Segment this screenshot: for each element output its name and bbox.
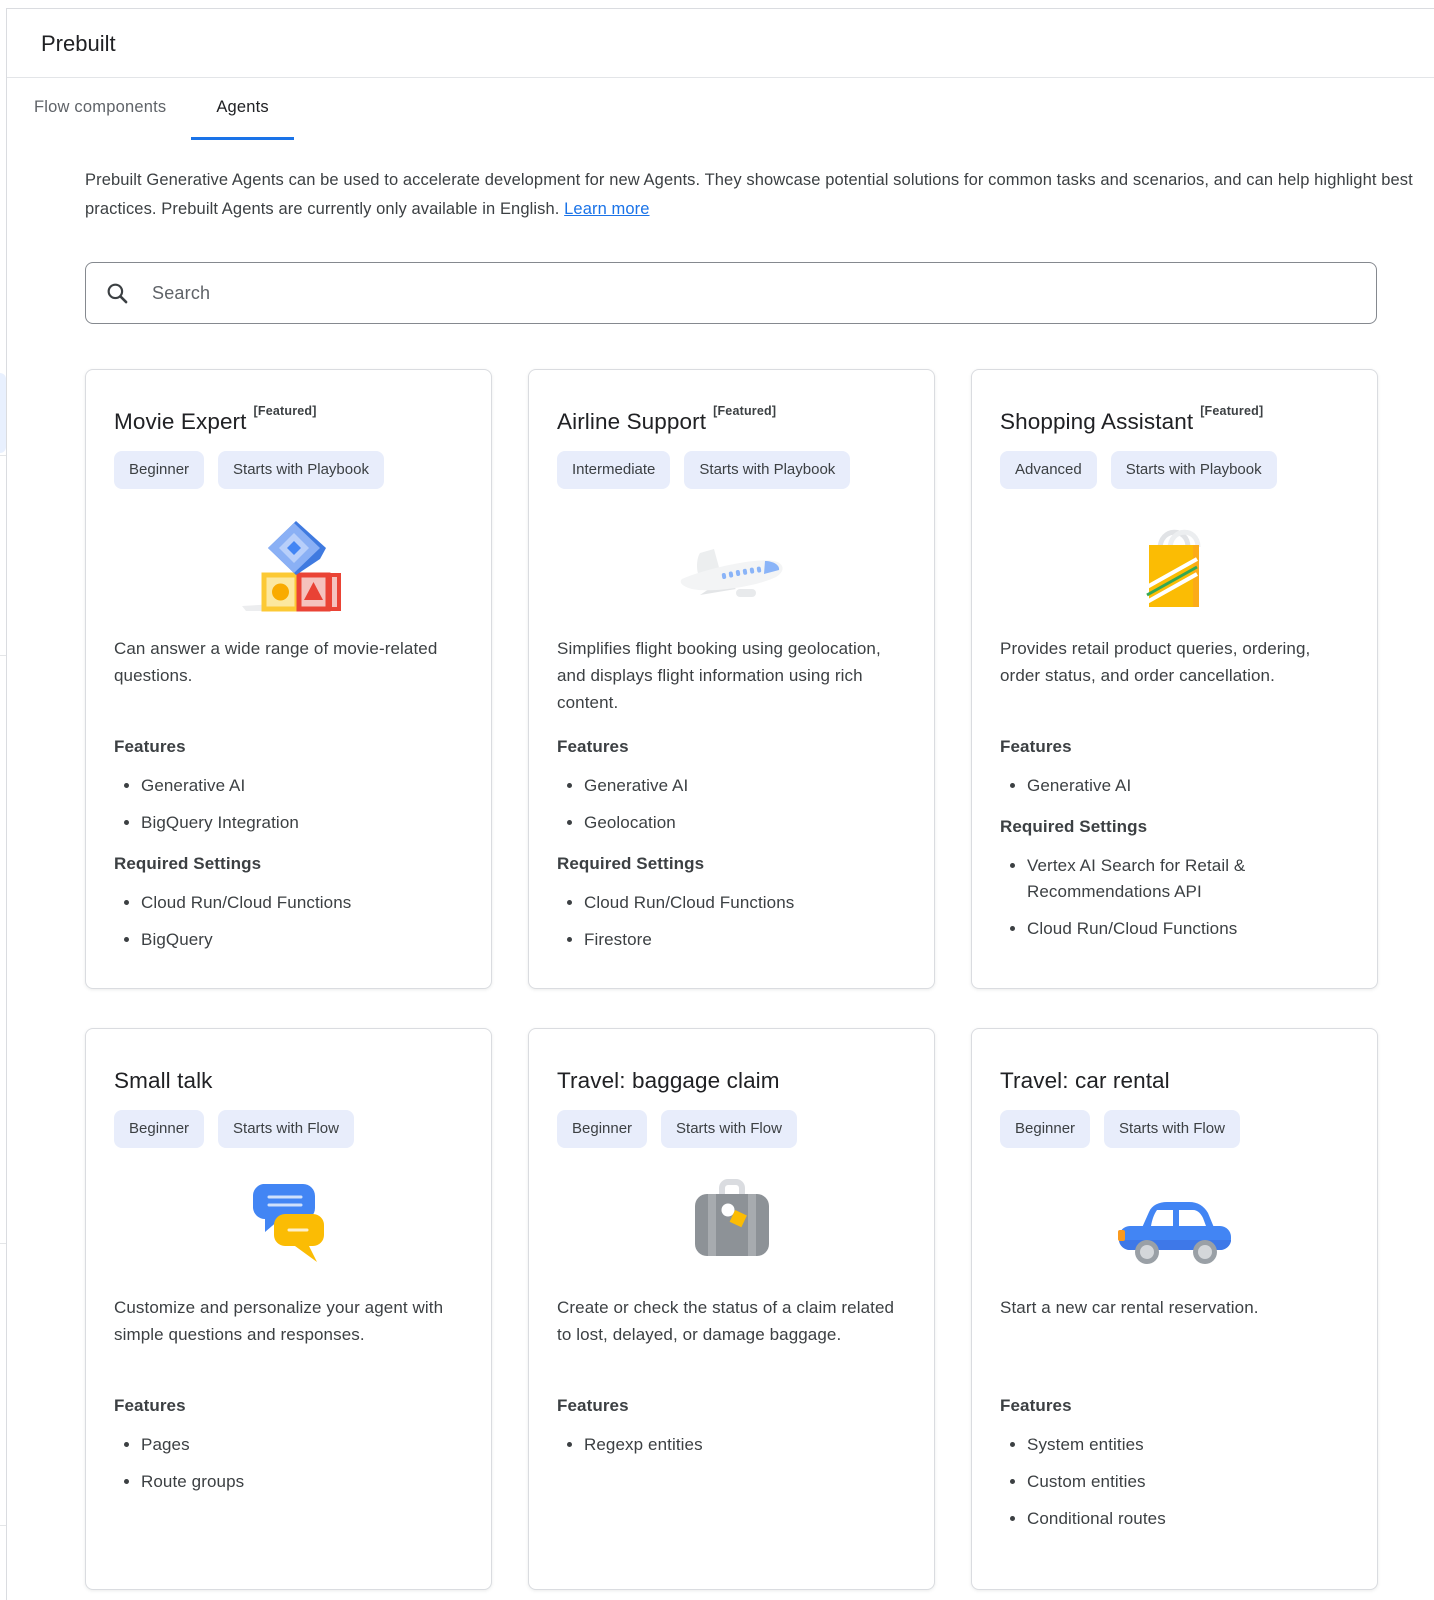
- badge: Starts with Playbook: [1111, 451, 1277, 489]
- badge-row: [1000, 1110, 1349, 1148]
- section-heading: Features: [1000, 737, 1072, 756]
- feature-list: [114, 773, 463, 836]
- feature-item: • Cloud Run/Cloud Functions: [1027, 916, 1349, 942]
- agent-card[interactable]: [528, 1028, 935, 1590]
- card-description: Can answer a wide range of movie-related questions.: [114, 639, 438, 685]
- featured-tag: [Featured]: [1200, 404, 1264, 418]
- chat-bubbles-icon: [114, 1174, 463, 1274]
- agent-card[interactable]: [85, 1028, 492, 1590]
- featured-tag: [Featured]: [713, 404, 777, 418]
- tab-bar: [7, 78, 1434, 140]
- badge-row: [1000, 451, 1349, 489]
- card-title-row: [114, 1067, 463, 1095]
- section-heading: Features: [1000, 1396, 1072, 1415]
- section-heading: Features: [114, 737, 186, 756]
- learn-more-link[interactable]: Learn more: [564, 200, 650, 218]
- section-heading: Features: [557, 737, 629, 756]
- card-description: Create or check the status of a claim related to lost, delayed, or damage baggage.: [557, 1298, 895, 1344]
- badge: Starts with Playbook: [684, 451, 850, 489]
- card-title: Small talk: [114, 1068, 213, 1093]
- badge: Starts with Flow: [1104, 1110, 1240, 1148]
- agent-card[interactable]: [528, 369, 935, 989]
- feature-item: • Generative AI: [1027, 773, 1349, 799]
- feature-item: • Geolocation: [584, 810, 906, 836]
- feature-item: • Pages: [141, 1432, 463, 1458]
- badge-row: [557, 451, 906, 489]
- feature-item: • Route groups: [141, 1469, 463, 1495]
- agent-card[interactable]: [971, 369, 1378, 989]
- section-heading: Features: [557, 1396, 629, 1415]
- suitcase-icon: [557, 1174, 906, 1274]
- feature-item: • Generative AI: [584, 773, 906, 799]
- badge: Starts with Playbook: [218, 451, 384, 489]
- badge-row: [114, 1110, 463, 1148]
- feature-list: [1000, 1432, 1349, 1532]
- airplane-icon: [557, 515, 906, 615]
- feature-list: [557, 890, 906, 953]
- feature-list: [1000, 773, 1349, 799]
- card-description: Customize and personalize your agent with simple questions and responses.: [114, 1298, 444, 1344]
- card-title-row: [114, 404, 463, 436]
- card-title-row: [1000, 404, 1349, 436]
- card-title-row: [1000, 1067, 1349, 1095]
- search-box[interactable]: [85, 262, 1377, 324]
- shopping-bag-icon: [1000, 515, 1349, 615]
- badge: Beginner: [1000, 1110, 1090, 1148]
- card-title: Travel: car rental: [1000, 1068, 1170, 1093]
- card-description: Provides retail product queries, ordering, order status, and order cancellation.: [1000, 639, 1311, 685]
- feature-item: • Cloud Run/Cloud Functions: [584, 890, 906, 916]
- section-heading: Required Settings: [114, 854, 262, 873]
- featured-tag: [Featured]: [253, 404, 317, 418]
- agent-card[interactable]: [85, 369, 492, 989]
- badge: Intermediate: [557, 451, 670, 489]
- agent-card[interactable]: [971, 1028, 1378, 1590]
- feature-item: • Regexp entities: [584, 1432, 906, 1458]
- card-description: Start a new car rental reservation.: [1000, 1298, 1259, 1317]
- card-title: Shopping Assistant: [1000, 409, 1194, 434]
- feature-list: [557, 1432, 906, 1458]
- feature-list: [114, 1432, 463, 1495]
- feature-item: • BigQuery: [141, 927, 463, 953]
- intro-body: Prebuilt Generative Agents can be used to accelerate development for new Agents. They showcase potential solutions for common tasks and scenarios, and can help highlight best practices. Prebuilt Agents are currently only available in English.: [85, 171, 1413, 218]
- feature-list: [1000, 853, 1349, 942]
- card-title: Travel: baggage claim: [557, 1068, 780, 1093]
- badge: Starts with Flow: [661, 1110, 797, 1148]
- page-title: Prebuilt: [41, 31, 116, 56]
- search-input[interactable]: [152, 283, 1358, 304]
- feature-list: [557, 773, 906, 836]
- feature-list: [114, 890, 463, 953]
- prebuilt-panel: [6, 8, 1434, 1600]
- badge-row: [557, 1110, 906, 1148]
- tab-agents[interactable]: Agents: [191, 78, 294, 140]
- feature-item: • Firestore: [584, 927, 906, 953]
- badge: Beginner: [557, 1110, 647, 1148]
- tab-flow-components[interactable]: Flow components: [34, 98, 167, 116]
- card-title: Movie Expert: [114, 409, 247, 434]
- section-heading: Required Settings: [1000, 817, 1148, 836]
- feature-item: • Cloud Run/Cloud Functions: [141, 890, 463, 916]
- feature-item: • Custom entities: [1027, 1469, 1349, 1495]
- intro-text: [85, 166, 1414, 224]
- car-icon: [1000, 1174, 1349, 1274]
- section-heading: Features: [114, 1396, 186, 1415]
- badge: Starts with Flow: [218, 1110, 354, 1148]
- badge-row: [114, 451, 463, 489]
- feature-item: • BigQuery Integration: [141, 810, 463, 836]
- card-description: Simplifies flight booking using geolocation, and displays flight information using rich content.: [557, 639, 881, 712]
- card-title-row: [557, 404, 906, 436]
- feature-item: • Vertex AI Search for Retail & Recommendations API: [1027, 853, 1349, 905]
- section-heading: Required Settings: [557, 854, 705, 873]
- agent-card-grid: [85, 369, 1377, 1590]
- card-title: Airline Support: [557, 409, 707, 434]
- badge: Beginner: [114, 451, 204, 489]
- toy-blocks-icon: [114, 515, 463, 615]
- feature-item: • System entities: [1027, 1432, 1349, 1458]
- search-icon: [104, 280, 130, 306]
- feature-item: • Generative AI: [141, 773, 463, 799]
- badge: Advanced: [1000, 451, 1097, 489]
- badge: Beginner: [114, 1110, 204, 1148]
- card-title-row: [557, 1067, 906, 1095]
- feature-item: • Conditional routes: [1027, 1506, 1349, 1532]
